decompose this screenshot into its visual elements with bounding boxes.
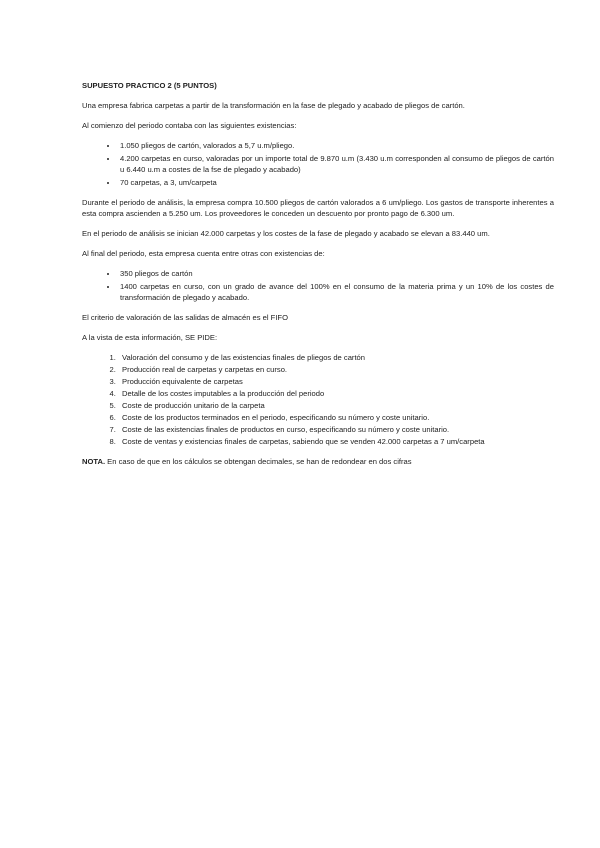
list-item: • 70 carpetas, a 3, um/carpeta [118, 177, 554, 188]
questions-list [82, 352, 554, 447]
final-stock-lead: Al final del periodo, esta empresa cuenta entre otras con existencias de: [82, 249, 325, 258]
question-item: 1. Valoración del consumo y de las existencias finales de pliegos de cartón [118, 352, 554, 363]
question-item: 5. Coste de producción unitario de la carpeta [118, 400, 554, 411]
document-body [82, 80, 554, 476]
initial-stock-list [82, 140, 554, 188]
exercise-title: SUPUESTO PRACTICO 2 (5 PUNTOS) [82, 81, 217, 90]
question-item: 3. Producción equivalente de carpetas [118, 376, 554, 387]
list-item: • 1400 carpetas en curso, con un grado de avance del 100% en el consumo de la materia prima y un 10% de los costes de transformación de plegado y acabado. [118, 281, 554, 303]
list-item: • 1.050 pliegos de cartón, valorados a 5,7 u.m/pliego. [118, 140, 554, 151]
question-item: 4. Detalle de los costes imputables a la producción del periodo [118, 388, 554, 399]
question-item: 6. Coste de los productos terminados en el periodo, especificando su número y coste unitario. [118, 412, 554, 423]
list-item: • 4.200 carpetas en curso, valoradas por un importe total de 9.870 u.m (3.430 u.m corresponden al consumo de pliegos de cartón u 6.440 u.m a costes de la fse de plegado y acabado) [118, 153, 554, 175]
note-text: En caso de que en los cálculos se obtengan decimales, se han de redondear en dos cifras [105, 457, 412, 466]
questions-lead: A la vista de esta información, SE PIDE: [82, 333, 218, 342]
question-item: 2. Producción real de carpetas y carpetas en curso. [118, 364, 554, 375]
list-item: • 350 pliegos de cartón [118, 268, 554, 279]
note-label: NOTA. [82, 457, 106, 466]
question-item: 8. Coste de ventas y existencias finales de carpetas, sabiendo que se venden 42.000 carpetas a 7 um/carpeta [118, 436, 554, 447]
note-paragraph [82, 456, 554, 467]
production-paragraph: En el periodo de análisis se inician 42.000 carpetas y los costes de la fase de plegado y acabado se elevan a 83.440 um. [82, 229, 490, 238]
final-stock-list [82, 268, 554, 303]
initial-stock-lead: Al comienzo del periodo contaba con las siguientes existencias: [82, 121, 297, 130]
purchase-paragraph: Durante el periodo de análisis, la empresa compra 10.500 pliegos de cartón valorados a 6 um/pliego. Los gastos de transporte inherentes a esta compra ascienden a 5.250 um. Los proveedores le conceden un descuento por pronto pago de 6.300 um. [82, 198, 554, 218]
intro-paragraph: Una empresa fabrica carpetas a partir de la transformación en la fase de plegado y acabado de pliegos de cartón. [82, 101, 465, 110]
question-item: 7. Coste de las existencias finales de productos en curso, especificando su número y coste unitario. [118, 424, 554, 435]
valuation-criterion: El criterio de valoración de las salidas de almacén es el FIFO [82, 313, 288, 322]
